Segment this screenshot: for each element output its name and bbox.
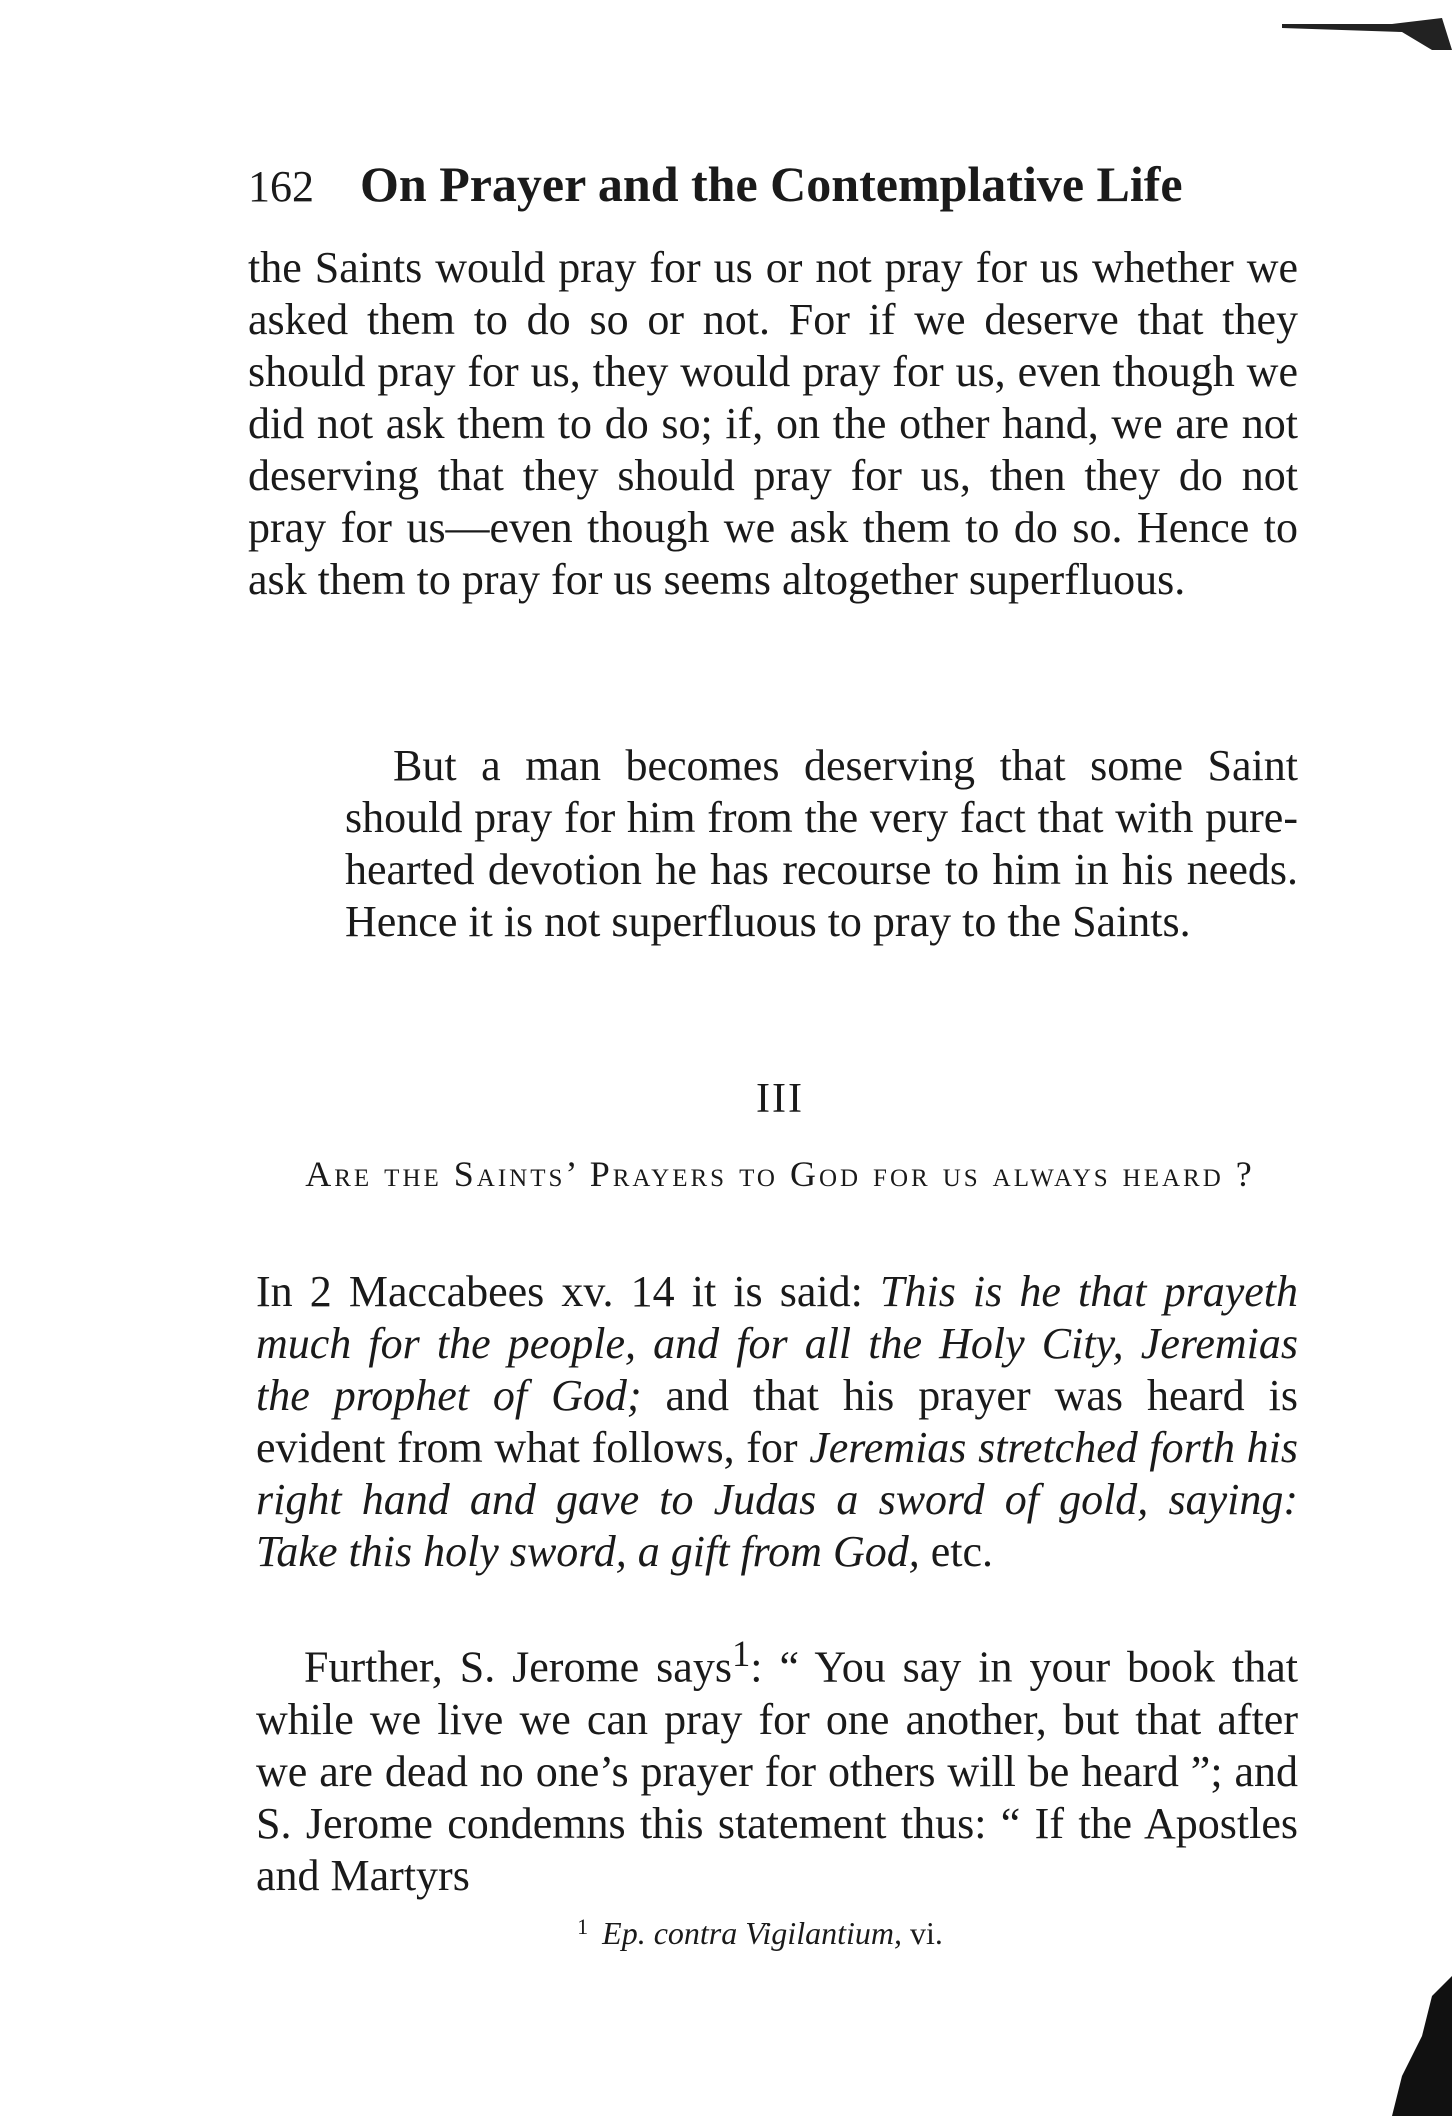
p3-end: etc. (919, 1527, 994, 1576)
p3-quote-2: Jeremias stretched forth his right hand and gave to Judas a sword of gold, saying: Take this holy sword, a gift from God, (256, 1423, 1298, 1576)
paragraph-maccabees (256, 1266, 1298, 1578)
section-title: Are the Saints’ Prayers to God for us always heard ? (305, 1154, 1255, 1194)
page-header (248, 155, 1278, 213)
p4-rest: : “ You say in your book that while we live we can pray for one another, but that after we are dead no one’s prayer for others will be heard ”; and S. Jerome condemns this statement thus: “ If the Apostles and Martyrs (256, 1642, 1298, 1900)
paragraph-reply (345, 740, 1298, 948)
scan-artifact-bottom (1392, 1976, 1452, 2116)
p3-intro: In 2 Maccabees xv. 14 it is said: (256, 1267, 880, 1316)
section-number: III (756, 1076, 804, 1122)
p3-middle: and that his prayer was heard is evident from what follows, for (256, 1371, 1298, 1472)
running-title: On Prayer and the Contemplative Life (360, 156, 1183, 212)
p3-quote-1: This is he that prayeth much for the people, and for all the Holy City, Jeremias the prophet of God; (256, 1267, 1298, 1420)
footnote (0, 1914, 1452, 1952)
footnote-source: Ep. contra Vigilantium, (602, 1915, 902, 1951)
paragraph-1-text: the Saints would pray for us or not pray for us whether we asked them to do so or not. For if we deserve that they should pray for us, they would pray for us, even though we did not ask them to do so; if, on the other hand, we are not deserving that they should pray for us, then they do not pray for us—even though we ask them to do so. Hence to ask them to pray for us seems altogether superfluous. (248, 243, 1298, 604)
footnote-mark: 1 (577, 1914, 589, 1939)
paragraph-1 (248, 242, 1298, 606)
paragraph-jerome (256, 1628, 1298, 1902)
paragraph-reply-text: But a man becomes deserving that some Saint should pray for him from the very fact that with pure-hearted devotion he has recourse to him in his needs. Hence it is not superfluous to pray to the Saints. (345, 741, 1298, 946)
footnote-section: vi. (901, 1915, 943, 1951)
page-number: 162 (248, 162, 314, 211)
footnote-reference: 1 (731, 1633, 751, 1674)
scan-artifact-top (1282, 10, 1452, 50)
p4-start: Further, S. Jerome says (304, 1642, 732, 1692)
